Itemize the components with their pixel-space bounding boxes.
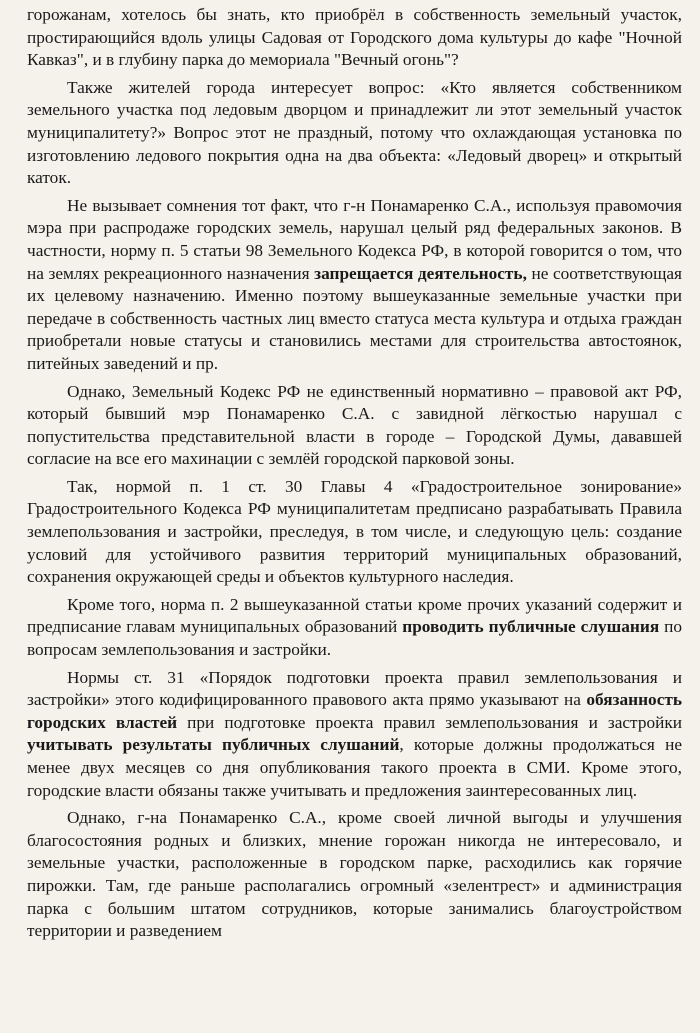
paragraph-6: Кроме того, норма п. 2 вышеуказанной статьи кроме прочих указаний содержит и предписание главам муниципальных образований проводить публичные слушания по вопросам землепользования и застройки. <box>27 594 682 660</box>
paragraph-1: горожанам, хотелось бы знать, кто приобрёл в собственность земельный участок, простирающийся вдоль улицы Садовая от Городского дома культуры до кафе "Ночной Кавказ", и в глубину парка до мемориала "Вечный огонь"? <box>27 5 682 70</box>
paragraph-8: Однако, г-на Понамаренко С.А., кроме своей личной выгоды и улучшения благосостояния родных и близких, мнение горожан никогда не интересовало, и земельные участки, расположенные в городском парке, расходились как горячие пирожки. Там, где раньше располагались огромный «зелентрест» и администрация парка с большим штатом сотрудников, которые занимались благоустройством территории и разведением <box>27 808 682 941</box>
emphasis-text: проводить публичные слушания <box>402 617 660 637</box>
emphasis-text: учитывать результаты публичных слушаний <box>27 735 400 755</box>
emphasis-text: обязанность городских властей <box>27 690 682 732</box>
paragraph-7: Нормы ст. 31 «Порядок подготовки проекта правил землепользования и застройки» этого кодифицированного правового акта прямо указывают на обязанность городских властей при подготовке проекта правил землепользования и застройки учитывать результаты публичных слушаний, которые должны продолжаться не менее двух месяцев со дня опубликования такого проекта в СМИ. Кроме этого, городские власти обязаны также учитывать и предложения заинтересованных лиц. <box>27 667 682 800</box>
paragraph-2: Также жителей города интересует вопрос: «Кто является собственником земельного участка под ледовым дворцом и принадлежит ли этот земельный участок муниципалитету?» Вопрос этот не праздный, потому что охлаждающая установка по изготовлению ледового покрытия одна на два объекта: «Ледовый дворец» и открытый каток. <box>27 77 682 188</box>
paragraph-5: Так, нормой п. 1 ст. 30 Главы 4 «Градостроительное зонирование» Градостроительного Кодекса РФ муниципалитетам предписано разрабатывать Правила землепользования и застройки, преследуя, в том числе, и следующую цель: создание условий для устойчивого развития территорий муниципальных образований, сохранения окружающей среды и объектов культурного наследия. <box>27 476 682 587</box>
paragraph-4: Однако, Земельный Кодекс РФ не единственный нормативно – правовой акт РФ, который бывший мэр Понамаренко С.А. с завидной лёгкостью нарушал с попустительства представительной власти в городе – Городской Думы, дававшей согласие на все его махинации с землёй городской парковой зоны. <box>27 381 682 469</box>
emphasis-text: запрещается деятельность, <box>314 263 527 283</box>
paragraph-3: Не вызывает сомнения тот факт, что г-н Понамаренко С.А., используя правомочия мэра при распродаже городских земель, нарушал целый ряд федеральных законов. В частности, норму п. 5 статьи 98 Земельного Кодекса РФ, в которой говорится о том, что на землях рекреационного назначения запрещается деятельность, не соответствующая их целевому назначению. Именно поэтому вышеуказанные земельные участки при передаче в собственность частных лиц вместо статуса места культура и отдыха граждан приобретали новые статусы и становились местами для строительства автостоянок, питейных заведений и пр. <box>27 195 682 373</box>
